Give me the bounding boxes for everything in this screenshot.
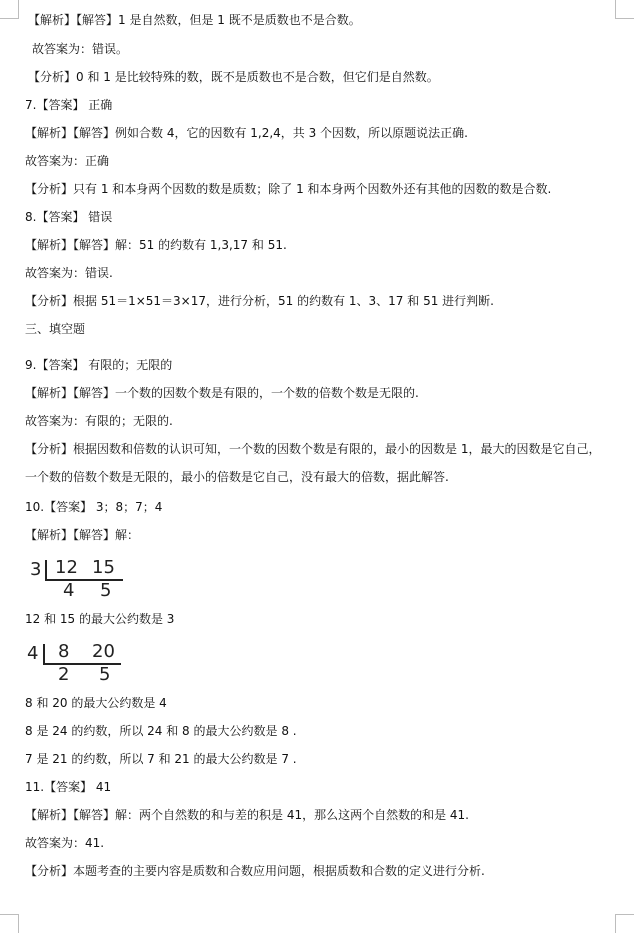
q9-analysis-paragraph: 【分析】根据因数和倍数的认识可知，一个数的因数个数是有限的，最小的因数是 1，最大的因数是它自己，一个数的倍数个数是无限的，最小的倍数是它自己，没有最大的倍数，据此解答. <box>25 442 601 484</box>
q10-gcd-line: 8 和 20 的最大公约数是 4 <box>25 696 167 710</box>
page-corner-mark <box>615 0 634 19</box>
quotient: 2 <box>58 664 70 685</box>
page-corner-mark <box>0 0 19 19</box>
divisor: 3 <box>30 559 42 580</box>
page-corner-mark <box>0 914 19 933</box>
q11-answer-heading: 11.【答案】 41 <box>25 780 112 794</box>
q6-solution-line: 【解析】【解答】1 是自然数，但是 1 既不是质数也不是合数。 <box>28 13 361 27</box>
dividend: 20 <box>92 641 115 662</box>
quotient: 5 <box>100 580 112 601</box>
q11-solution-line: 【解析】【解答】解：两个自然数的和与差的积是 41，那么这两个自然数的和是 41. <box>25 808 469 822</box>
quotient: 5 <box>99 664 111 685</box>
section-heading-fill-in: 三、填空题 <box>25 322 86 336</box>
short-division-diagram-1 <box>30 556 130 602</box>
quotient: 4 <box>63 580 75 601</box>
q8-analysis-line: 【分析】根据 51＝1×51＝3×17，进行分析，51 的约数有 1、3、17 和 51 进行判断. <box>25 294 494 308</box>
q9-solution-line: 【解析】【解答】一个数的因数个数是有限的，一个数的倍数个数是无限的. <box>25 386 419 400</box>
page-corner-mark <box>615 914 634 933</box>
q11-analysis-line: 【分析】本题考查的主要内容是质数和合数应用问题，根据质数和合数的定义进行分析. <box>25 864 485 878</box>
q9-answer-line: 故答案为：有限的；无限的. <box>25 414 173 428</box>
q7-answer-line: 故答案为：正确 <box>25 154 110 168</box>
divisor: 4 <box>27 643 39 664</box>
q8-answer-line: 故答案为：错误. <box>25 266 113 280</box>
dividend: 8 <box>58 641 70 662</box>
q6-analysis-line: 【分析】0 和 1 是比较特殊的数，既不是质数也不是合数，但它们是自然数。 <box>28 70 439 84</box>
q10-gcd-line: 8 是 24 的约数，所以 24 和 8 的最大公约数是 8 . <box>25 724 297 738</box>
q6-answer-line: 故答案为：错误。 <box>32 42 129 56</box>
short-division-diagram-2 <box>27 640 127 686</box>
q10-gcd-line: 7 是 21 的约数，所以 7 和 21 的最大公约数是 7 . <box>25 752 297 766</box>
q8-solution-line: 【解析】【解答】解：51 的约数有 1,3,17 和 51. <box>25 238 287 252</box>
q9-answer-heading: 9.【答案】 有限的；无限的 <box>25 358 173 372</box>
q10-answer-heading: 10.【答案】 3；8；7；4 <box>25 500 163 514</box>
q7-analysis-line: 【分析】只有 1 和本身两个因数的数是质数；除了 1 和本身两个因数外还有其他的因数的数是合数. <box>25 182 552 196</box>
q11-answer-line: 故答案为：41. <box>25 836 105 850</box>
q8-answer-heading: 8.【答案】 错误 <box>25 210 113 224</box>
dividend: 15 <box>92 557 115 578</box>
q10-gcd-line: 12 和 15 的最大公约数是 3 <box>25 612 175 626</box>
q10-solution-line: 【解析】【解答】解： <box>25 528 140 542</box>
q7-solution-line: 【解析】【解答】例如合数 4，它的因数有 1,2,4，共 3 个因数，所以原题说法正确. <box>25 126 468 140</box>
dividend: 12 <box>55 557 78 578</box>
q7-answer-heading: 7.【答案】 正确 <box>25 98 113 112</box>
